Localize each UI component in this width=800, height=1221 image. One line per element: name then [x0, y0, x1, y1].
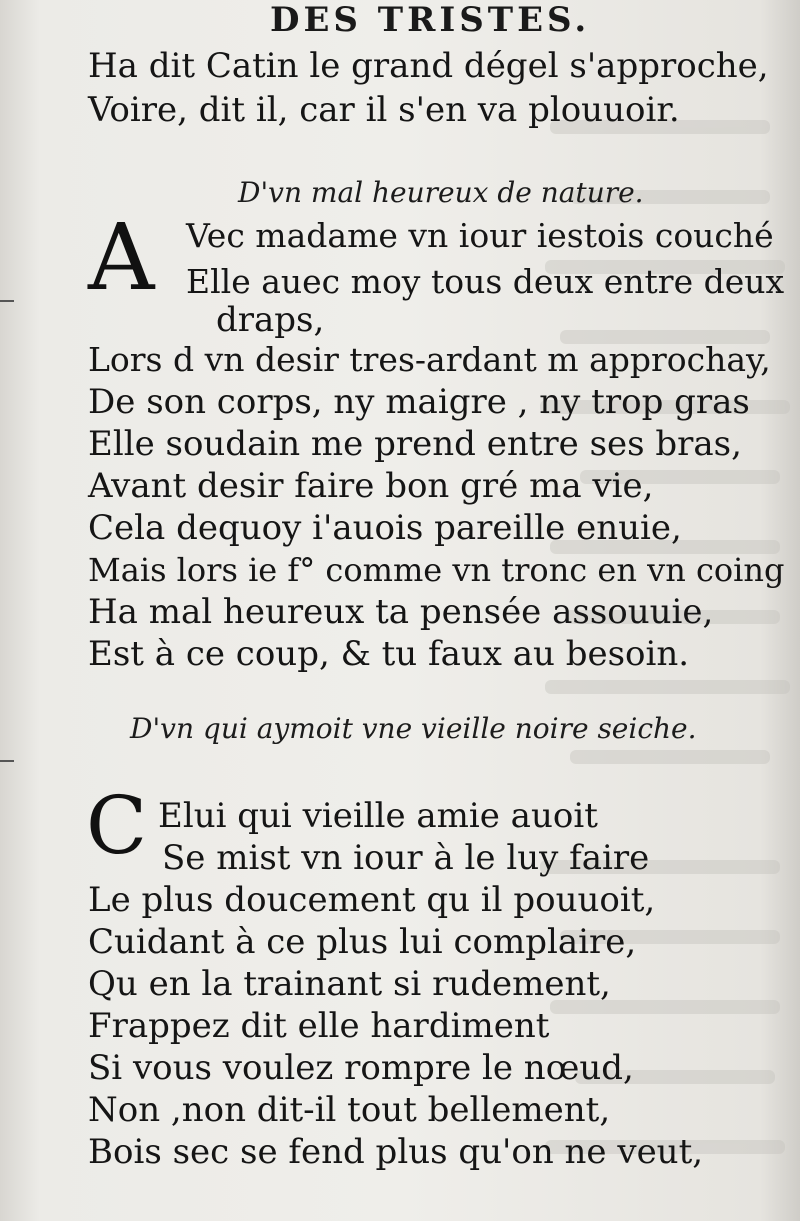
poem-title: D'vn qui aymoit vne vieille noire seiche.: [130, 712, 697, 745]
poem-line: Frappez dit elle hardiment: [88, 1006, 550, 1046]
poem-line: Cela dequoy i'auois pareille enuie,: [88, 508, 682, 548]
top-line: Ha dit Catin le grand dégel s'approche,: [88, 46, 769, 86]
poem-line: Se mist vn iour à le luy faire: [162, 838, 650, 878]
poem-line: Elui qui vieille amie auoit: [158, 796, 598, 836]
running-head: DES TRISTES.: [270, 0, 591, 40]
poem-line: draps,: [216, 300, 325, 340]
poem-line: Cuidant à ce plus lui complaire,: [88, 922, 637, 962]
poem-line: De son corps, ny maigre , ny trop gras: [88, 382, 750, 422]
poem-line: Bois sec se fend plus qu'on ne veut,: [88, 1132, 704, 1172]
poem-title: D'vn mal heureux de nature.: [238, 176, 644, 209]
poem-line: Vec madame vn iour iestois couché: [186, 216, 774, 255]
poem-line: Mais lors ie f° comme vn tronc en vn coing: [88, 551, 785, 589]
poem-line: Elle soudain me prend entre ses bras,: [88, 424, 742, 464]
poem-line: Le plus doucement qu il pouuoit,: [88, 880, 656, 920]
drop-cap: A: [88, 204, 155, 311]
drop-cap: C: [86, 779, 148, 872]
poem-line: Elle auec moy tous deux entre deux: [186, 262, 785, 301]
gutter-mark: [0, 300, 14, 302]
poem-line: Avant desir faire bon gré ma vie,: [88, 466, 654, 506]
poem-line: Non ,non dit-il tout bellement,: [88, 1090, 611, 1130]
poem-line: Lors d vn desir tres-ardant m approchay,: [88, 340, 771, 379]
top-line: Voire, dit il, car il s'en va plouuoir.: [88, 90, 680, 130]
poem-line: Ha mal heureux ta pensée assouuie,: [88, 592, 714, 632]
poem-line: Qu en la trainant si rudement,: [88, 964, 611, 1004]
gutter-mark: [0, 760, 14, 762]
poem-line: Est à ce coup, & tu faux au besoin.: [88, 634, 690, 674]
poem-line: Si vous voulez rompre le nœud,: [88, 1048, 634, 1088]
